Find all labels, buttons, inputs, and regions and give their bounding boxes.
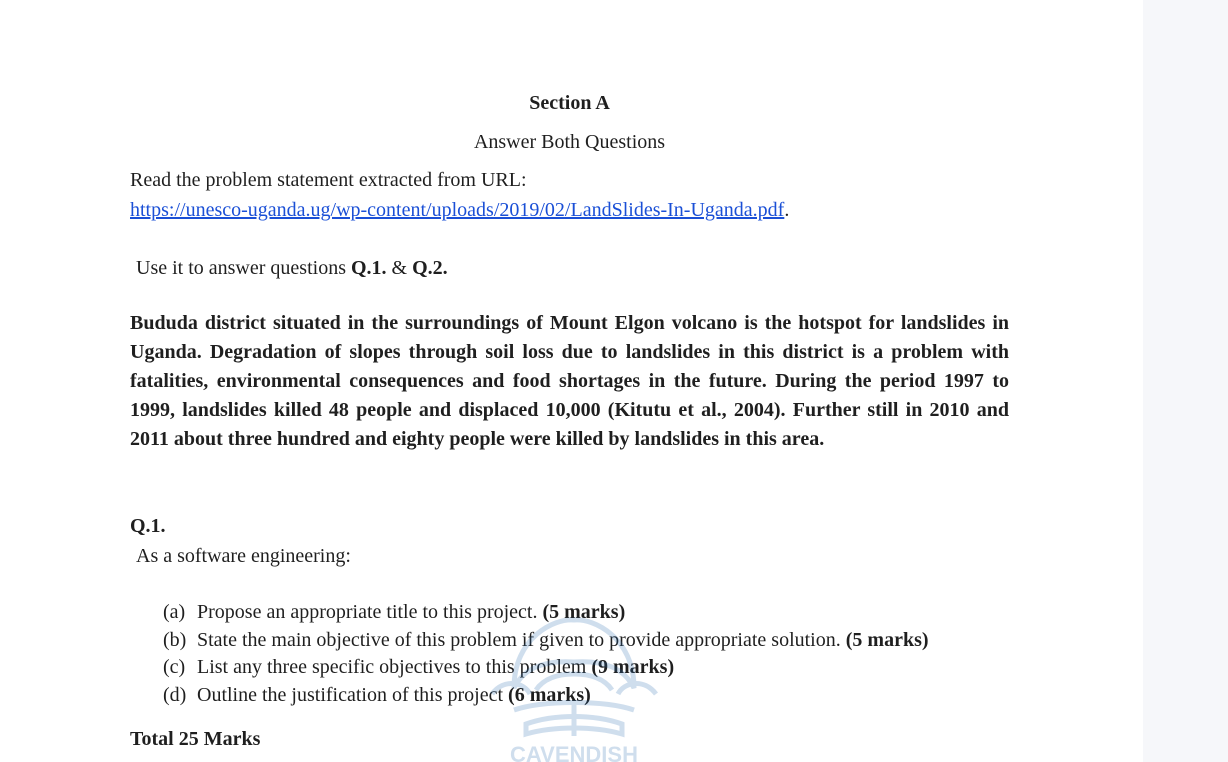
item-label: (b) <box>163 628 187 651</box>
ampersand: & <box>386 257 413 279</box>
source-url-line <box>130 198 789 222</box>
question-1-prompt: As a software engineering: <box>136 545 351 567</box>
item-marks: (6 marks) <box>508 683 591 706</box>
url-period: . <box>784 199 790 221</box>
use-prefix: Use it to answer questions <box>136 257 351 279</box>
item-text: Propose an appropriate title to this project. <box>197 601 543 623</box>
item-text: Outline the justification of this project <box>197 683 509 706</box>
q2-reference: Q.2. <box>412 257 448 279</box>
item-label: (a) <box>163 601 186 623</box>
watermark-text: CAVENDISH <box>510 742 638 762</box>
intro-read-text: Read the problem statement extracted from URL: <box>130 169 527 191</box>
comments-sidebar <box>1143 0 1228 762</box>
problem-statement: Bududa district situated in the surroundings of Mount Elgon volcano is the hotspot for landslides in Uganda. Degradation of slopes through soil loss due to landslides in this district is a problem with fatalities, environmental consequences and food shortages in the future. During the period 1997 to 1999, landslides killed 48 people and displaced 10,000 (Kitutu et al., 2004). Further still in 2010 and 2011 about three hundred and eighty people were killed by landslides in this area. <box>130 312 1009 450</box>
lion-crest-icon <box>492 620 656 736</box>
item-marks: (5 marks) <box>845 628 929 651</box>
item-text: List any three specific objectives to this problem <box>197 656 592 678</box>
item-marks: (5 marks) <box>542 601 626 623</box>
use-instruction <box>136 256 448 280</box>
item-text: State the main objective of this problem if given to provide appropriate solution. <box>197 628 846 651</box>
item-marks: (9 marks) <box>591 656 675 678</box>
item-label: (c) <box>163 656 186 678</box>
item-label: (d) <box>163 683 187 706</box>
section-subtitle: Answer Both Questions <box>473 131 666 153</box>
section-title: Section A <box>529 92 610 114</box>
total-marks: Total 25 Marks <box>130 728 261 750</box>
q1-reference: Q.1. <box>350 257 387 279</box>
source-url-link[interactable]: https://unesco-uganda.ug/wp-content/uploads/2019/02/LandSlides-In-Uganda.pdf <box>130 199 785 221</box>
question-1-heading: Q.1. <box>130 515 166 537</box>
cavendish-watermark <box>474 598 674 762</box>
